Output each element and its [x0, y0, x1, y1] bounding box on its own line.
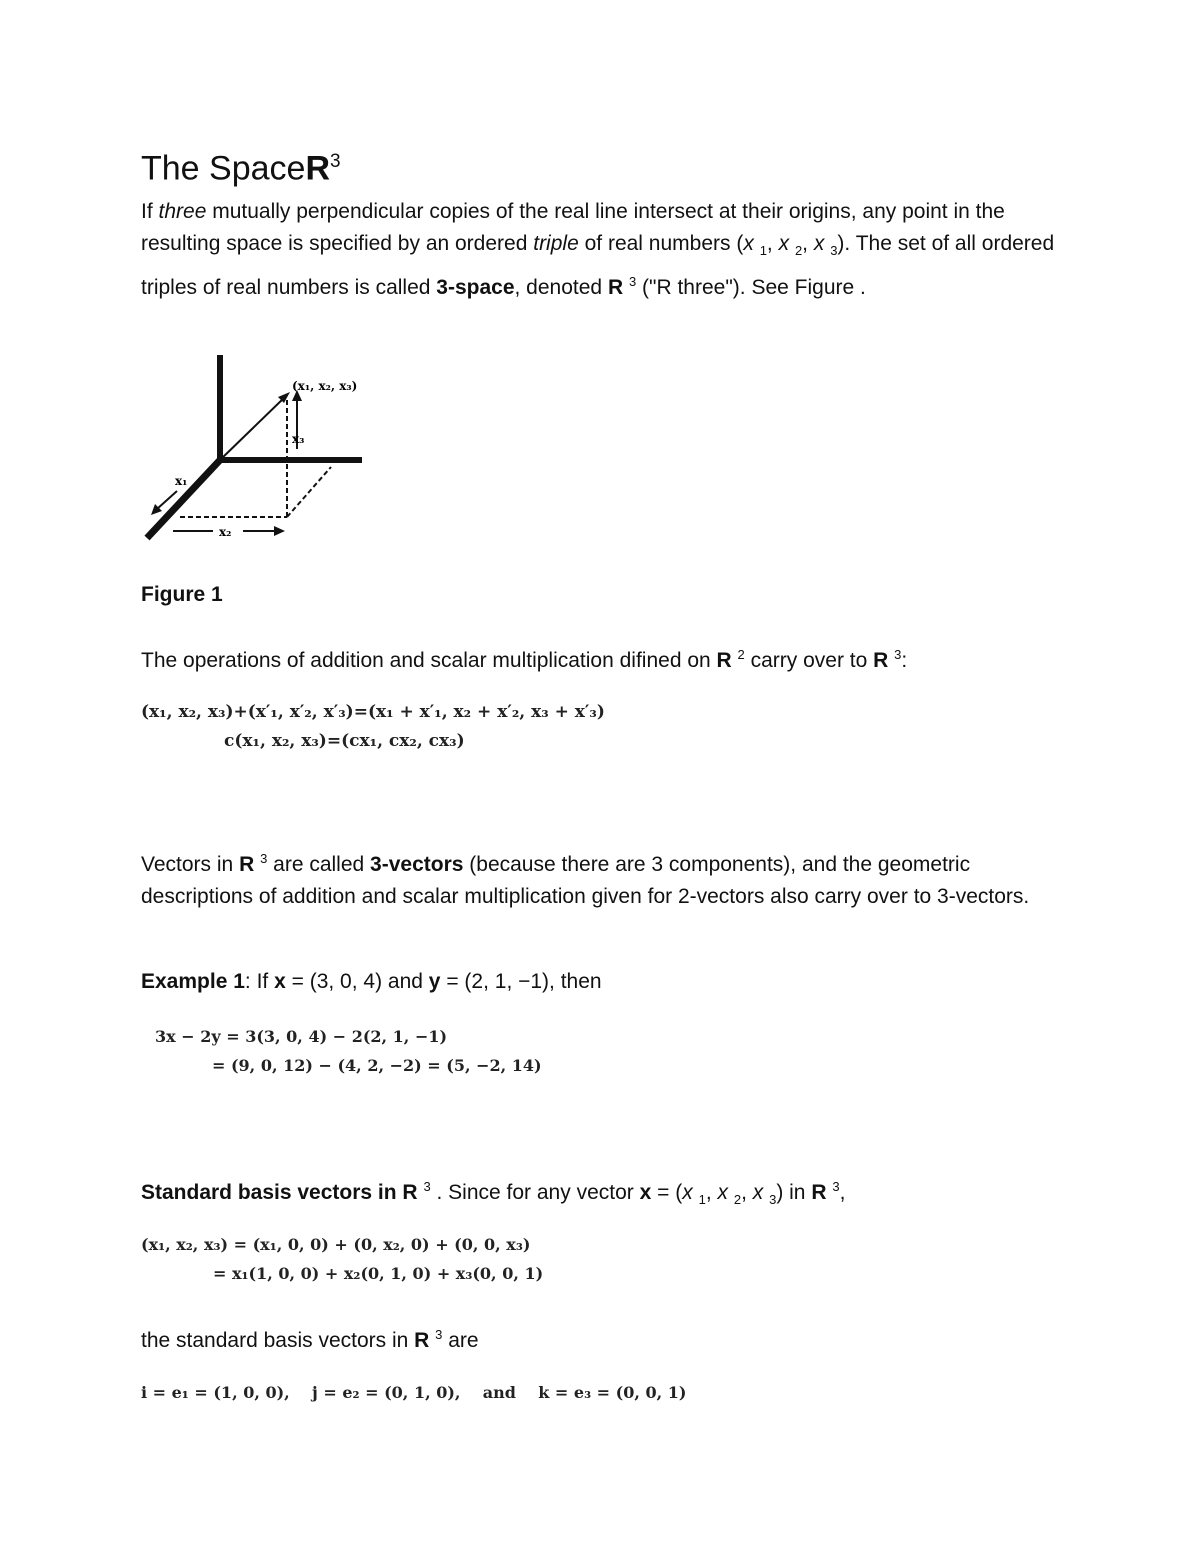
basis-text-3: ) in	[776, 1181, 812, 1204]
page-title	[141, 140, 341, 190]
intro-r: R	[607, 276, 624, 300]
equation-standard-basis	[141, 1378, 686, 1407]
eq-basis-line2: = x₁(1, 0, 0) + x₂(0, 1, 0) + x₃(0, 0, 1)	[213, 1264, 544, 1283]
vectors-sup3: 3	[260, 851, 268, 866]
position-vector	[220, 396, 286, 460]
example-y: y	[428, 970, 441, 993]
example-text-3: = (2, 1, −1), then	[440, 970, 602, 993]
example-text-2: = (3, 0, 4) and	[285, 970, 429, 993]
intro-sup3: 3	[628, 274, 637, 290]
intro-text-1: If	[141, 200, 159, 223]
basis-sub3: 3	[769, 1192, 777, 1208]
title-sup: 3	[330, 151, 341, 172]
equation-basis	[141, 1230, 543, 1288]
std-r: R	[414, 1329, 430, 1352]
eq-ops-line1: (x₁, x₂, x₃)+(x′₁, x′₂, x′₃)=(x₁ + x′₁, x₂ + x′₂, x₃ + x′₃)	[141, 702, 605, 722]
eq-ops-line2: c(x₁, x₂, x₃)=(cx₁, cx₂, cx₃)	[224, 731, 465, 751]
title-prefix: The Space	[141, 149, 306, 188]
vectors-3vectors: 3-vectors	[370, 853, 464, 876]
example-x: x	[274, 970, 286, 993]
basis-sup3-b: 3	[832, 1179, 840, 1194]
eq-std-j: j = e₂ = (0, 1, 0),	[312, 1383, 461, 1402]
basis-sub1: 1	[698, 1192, 706, 1208]
intro-triple: triple	[533, 231, 579, 255]
ops-sup3: 3	[894, 647, 902, 662]
eq-example-line1: 3x − 2y = 3(3, 0, 4) − 2(2, 1, −1)	[155, 1027, 448, 1046]
equation-example	[155, 1022, 542, 1080]
vectors-text-1: Vectors in	[141, 853, 240, 876]
label-x1: x₁	[175, 474, 188, 488]
basis-text-1: . Since for any vector	[430, 1181, 640, 1204]
basis-x1: x	[682, 1181, 693, 1204]
vectors-text-2: are called	[267, 853, 371, 876]
basis-sup3: 3	[423, 1179, 431, 1194]
ops-text-1: The operations of addition and scalar multiplication difined on	[141, 649, 717, 672]
example-label: Example 1	[141, 970, 245, 993]
basis-sub2: 2	[733, 1192, 742, 1208]
intro-paragraph	[141, 196, 1066, 304]
eq-std-i: i = e₁ = (1, 0, 0),	[141, 1383, 290, 1402]
vectors-r: R	[239, 853, 255, 876]
intro-text-5: , denoted	[514, 276, 608, 300]
basis-paragraph	[141, 1171, 1066, 1216]
operations-paragraph	[141, 639, 1066, 677]
intro-x1: x	[743, 231, 754, 255]
intro-text-3: of real numbers (	[578, 231, 744, 255]
figure-caption	[141, 579, 1066, 611]
vectors-text-3: (because there are 3 components), and the geometric descriptions of addition and scalar multiplication given for 2-vectors also carry over to 3-vectors.	[141, 853, 1030, 908]
intro-3space: 3-space	[436, 276, 515, 300]
intro-sub2: 2	[794, 242, 803, 258]
ops-text-3: :	[901, 649, 908, 672]
label-x3: x₃	[292, 432, 305, 446]
ops-text-2: carry over to	[744, 649, 874, 672]
figure-caption-text: Figure 1	[141, 583, 223, 606]
intro-comma1: ,	[766, 231, 779, 255]
intro-x3: x	[813, 231, 825, 255]
intro-text-2: mutually perpendicular copies of the real line intersect at their origins, any point in the resulting space is specified by an ordered	[141, 200, 1005, 255]
eq-std-k: k = e₃ = (0, 0, 1)	[538, 1383, 687, 1402]
intro-text-6: ("R three"). See Figure .	[636, 276, 866, 300]
std-text-2: are	[442, 1329, 479, 1352]
basis-label: Standard basis vectors in R	[141, 1181, 418, 1204]
intro-three: three	[158, 200, 207, 223]
intro-sub1: 1	[759, 242, 767, 258]
title-r: R	[305, 149, 331, 188]
basis-text-2: = (	[651, 1181, 683, 1204]
eq-basis-line1: (x₁, x₂, x₃) = (x₁, 0, 0) + (0, x₂, 0) + (0, 0, x₃)	[141, 1235, 531, 1254]
basis-text-4: ,	[839, 1181, 846, 1204]
label-x2: x₂	[219, 525, 232, 539]
basis-comma2: ,	[741, 1181, 753, 1204]
ops-sup2: 2	[737, 647, 745, 662]
equation-operations	[141, 698, 605, 756]
std-sup3: 3	[435, 1327, 443, 1342]
axis-depth	[147, 460, 220, 538]
label-point: (x₁, x₂, x₃)	[292, 379, 358, 393]
vectors-paragraph	[141, 843, 1066, 912]
intro-comma2: ,	[802, 231, 814, 255]
x2-arrowhead	[274, 526, 285, 536]
basis-x3: x	[752, 1181, 764, 1204]
ops-r2: R	[716, 649, 732, 672]
figure-3d-axes	[135, 345, 375, 550]
eq-example-line2: = (9, 0, 12) − (4, 2, −2) = (5, −2, 14)	[212, 1056, 542, 1075]
basis-x2: x	[717, 1181, 728, 1204]
intro-x2: x	[778, 231, 790, 255]
basis-r: R	[811, 1181, 827, 1204]
dashed-x1-line	[287, 467, 331, 517]
ops-r3: R	[873, 649, 889, 672]
example-paragraph	[141, 966, 1066, 998]
intro-text-4: ). The set of all ordered triples of real numbers is called	[141, 231, 1055, 300]
basis-x-bold: x	[639, 1181, 652, 1204]
std-text-1: the standard basis vectors in	[141, 1329, 415, 1352]
basis-comma1: ,	[705, 1181, 718, 1204]
std-paragraph	[141, 1319, 1066, 1357]
intro-sub3: 3	[830, 242, 838, 258]
eq-std-and: and	[482, 1383, 516, 1402]
example-text-1: : If	[244, 970, 275, 993]
